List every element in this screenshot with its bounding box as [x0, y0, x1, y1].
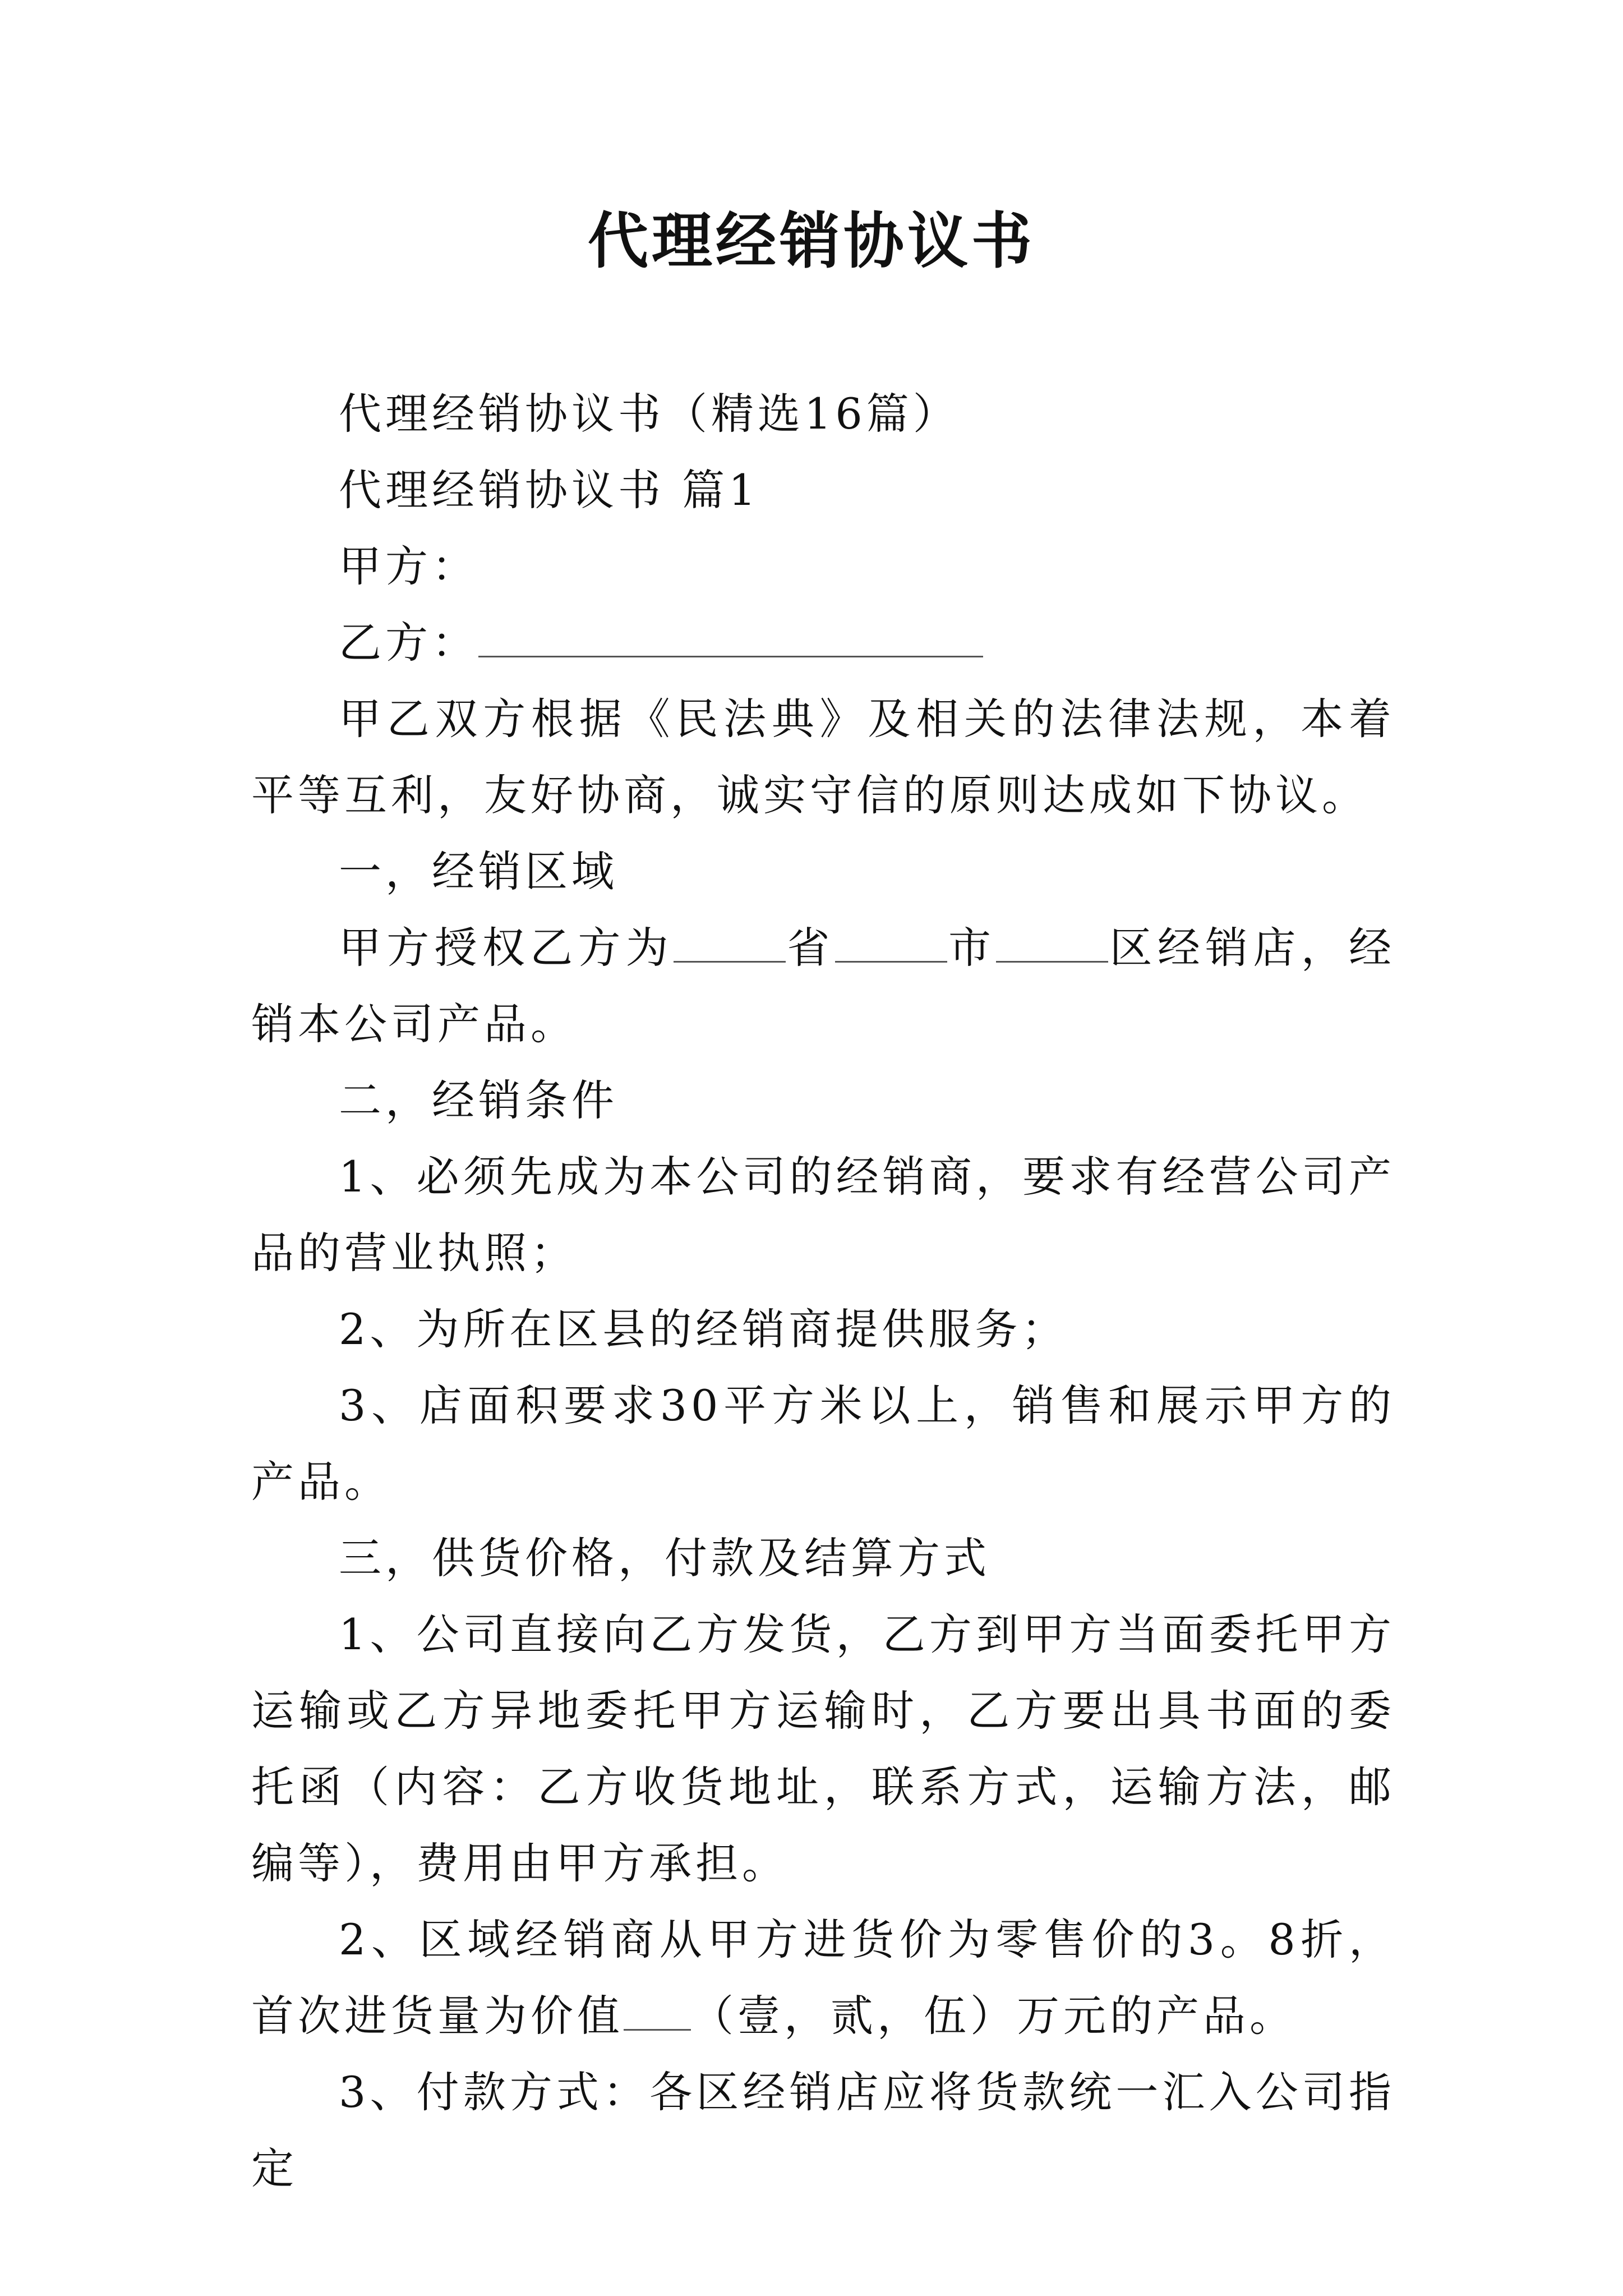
heading-payment: 三，供货价格，付款及结算方式 [339, 1533, 990, 1583]
province-blank [674, 916, 786, 963]
amount-blank [624, 1984, 691, 2031]
city-blank [835, 916, 947, 963]
condition-1: 1、必须先成为本公司的经销商，要求有经营公司产品的营业执照； [251, 1152, 1395, 1278]
section-heading: 代理经销协议书 篇1 [339, 465, 760, 515]
area-paragraph [251, 910, 1395, 1062]
party-a-label: 甲方： [339, 541, 478, 591]
document-title: 代理经销协议书 [587, 206, 1035, 277]
document-body [251, 376, 1395, 2207]
intro-paragraph: 甲乙双方根据《民法典》及相关的法律法规，本着平等互利，友好协商，诚实守信的原则达成如下协议。 [251, 694, 1395, 820]
payment-3: 3、付款方式：各区经销店应将货款统一汇入公司指定 [251, 2067, 1395, 2193]
payment-2 [251, 1902, 1395, 2054]
subtitle: 代理经销协议书（精选16篇） [339, 389, 960, 439]
area-text-3: 市 [947, 923, 997, 973]
district-blank [996, 916, 1108, 963]
heading-area: 一，经销区域 [339, 846, 618, 896]
payment-2-text-2: （壹，贰，伍）万元的产品。 [691, 1991, 1296, 2041]
condition-2: 2、为所在区县的经销商提供服务； [339, 1304, 1068, 1354]
party-b-blank [478, 611, 983, 657]
area-text-4: 区经销店，经销本公司产品。 [251, 923, 1396, 1049]
payment-1: 1、公司直接向乙方发货，乙方到甲方当面委托甲方运输或乙方异地委托甲方运输时，乙方要出具书面的委托函（内容：乙方收货地址，联系方式，运输方法，邮编等），费用由甲方承担。 [251, 1609, 1395, 1888]
condition-3: 3、店面积要求30平方米以上，销售和展示甲方的产品。 [251, 1381, 1395, 1507]
heading-conditions: 二，经销条件 [339, 1075, 618, 1125]
party-b-line [251, 605, 1395, 681]
payment-2-text-1: 2、区域经销商从甲方进货价为零售价的3。8折，首次进货量为价值 [251, 1915, 1395, 2041]
party-a-line [251, 528, 1395, 605]
area-text-2: 省 [786, 923, 835, 973]
area-text-1: 甲方授权乙方为 [339, 923, 674, 973]
party-b-label: 乙方： [339, 618, 478, 668]
